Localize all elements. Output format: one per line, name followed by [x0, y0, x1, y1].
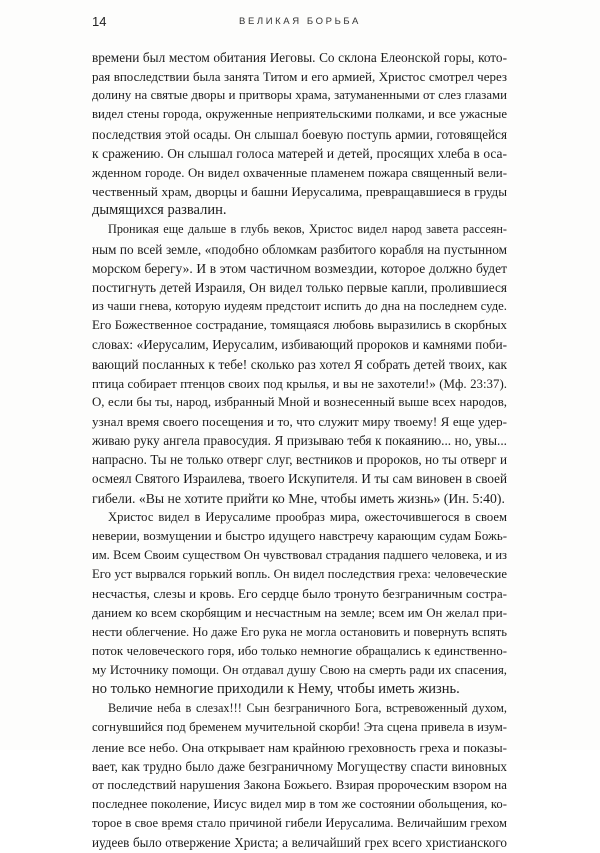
body-text: [92, 48, 507, 853]
text-line: рая впоследствии была занята Титом и его армией, Христос смотрел через: [92, 69, 507, 85]
text-line: согнувшийся под бременем мучительной скорби! Эта сцена привела в изум-: [92, 720, 507, 735]
text-line: постигнуть детей Израиля, Он видел только первые капли, пролившиеся: [92, 279, 507, 295]
text-line: из чаши гнева, которую иудеям предстоит испить до дна на последнем суде.: [92, 299, 507, 314]
text-line: гибели. «Вы не хотите прийти ко Мне, чтобы иметь жизнь» (Ин. 5:40).: [92, 490, 505, 506]
text-line: данием ко всем скорбящим и несчастным на земле; всем им Он желал при-: [92, 605, 507, 620]
text-line: Его Божественное сострадание, томящаяся любовь выразились в скорбных: [92, 318, 507, 333]
page-header: [92, 14, 508, 34]
text-line: последствия этой осады. Он слышал боевую поступь армии, готовящейся: [92, 126, 507, 142]
text-line: напрасно. Ты не только отверг слуг, вестников и пророков, но ты отверг и: [92, 452, 507, 468]
text-line: долину на святые дворы и притворы храма, затуманенными от слез глазами: [92, 88, 507, 103]
text-line: к сражению. Он слышал голоса матерей и детей, просящих хлеба в оса-: [92, 145, 507, 161]
text-line: дымящихся развалин.: [92, 202, 227, 219]
text-line: словах: «Иерусалим, Иерусалим, избивающий пророков и камнями поби-: [92, 337, 507, 353]
text-line: птица собирает птенцов своих под крылья, и вы не захотели!» (Мф. 23:37).: [92, 375, 507, 391]
text-line: морском берегу». И в этом частичном возмездии, которое должно будет: [92, 260, 507, 276]
text-line: Величие неба в слезах!!! Сын безграничного Бога, встревоженный духом,: [108, 701, 507, 716]
text-line: узнал время своего посещения и то, что служит миру твоему! Я еще удер-: [92, 413, 507, 429]
text-line: живаю руку ангела правосудия. Я призываю тебя к покаянию... но, увы...: [92, 433, 507, 449]
paragraph-2: [92, 220, 507, 507]
text-line: Его уст вырвался горький вопль. Он видел последствия греха: человеческие: [92, 567, 507, 582]
text-line: от последствий нарушения Закона Божьего. Взирая пророческим взором на: [92, 777, 507, 792]
text-line: Христос видел в Иерусалиме прообраз мира, ожесточившегося в своем: [108, 509, 507, 524]
paragraph-4: [92, 699, 507, 852]
text-line: неверии, возмущении и быстро идущего навстречу карающим судам Божь-: [92, 528, 507, 543]
paragraph-3: [92, 508, 507, 700]
paragraph-1: [92, 48, 507, 220]
text-line: времени был местом обитания Иеговы. Со склона Елеонской горы, кото-: [92, 50, 507, 65]
running-title: ВЕЛИКАЯ БОРЬБА: [239, 16, 361, 27]
text-line: поток человеческого горя, ибо только немногие обращались к единственно-: [92, 643, 507, 658]
text-line: иудеев было отвержение Христа; а величайший грех всего христианского: [92, 835, 507, 851]
text-line: последнее поколение, Иисус видел мир в том же состоянии обольщения, ко-: [92, 797, 507, 812]
page-number: 14: [92, 14, 107, 29]
text-line: нести облегчение. Но даже Его рука не могла остановить и повернуть вспять: [92, 624, 507, 639]
text-line: вает, как трудно было даже безграничному Могуществу спасти виновных: [92, 758, 507, 774]
text-line: видел стены города, окруженные неприятельскими полками, и все ужасные: [92, 107, 507, 122]
text-line: торое в свое время стало причиной гибели Иерусалима. Величайшим грехом: [92, 816, 507, 831]
text-line: вающий посланных к тебе! сколько раз хотел Я собрать детей твоих, как: [92, 356, 507, 372]
text-line: несчастья, слезы и кровь. Его сердце было тронуто безграничным состра-: [92, 586, 507, 602]
text-line: но только немногие приходили к Нему, чтобы иметь жизнь.: [92, 681, 460, 698]
text-line: осмеял Святого Израилева, твоего Искупителя. И ты сам виновен в своей: [92, 471, 507, 487]
text-line: чественный храм, дворцы и башни Иерусалима, превращавшиеся в груды: [92, 184, 507, 200]
text-line: жденном городе. Он видел охваченные пламенем пожара священный вели-: [92, 164, 507, 180]
text-line: ление все небо. Она открывает нам крайнюю греховность греха и показы-: [92, 739, 507, 755]
text-line: ным по всей земле, «подобно обломкам разбитого корабля на пустынном: [92, 241, 507, 257]
text-line: му Источнику помощи. Он отдавал душу Свою на смерть ради их спасения,: [92, 663, 507, 677]
text-line: О, если бы ты, народ, избранный Мной и вознесенный выше всех народов,: [92, 394, 507, 409]
text-line: им. Всем Своим существом Он чувствовал страдания падшего человека, и из: [92, 548, 507, 563]
text-line: Проникая еще дальше в глубь веков, Христос видел народ завета рассеян-: [108, 222, 507, 237]
